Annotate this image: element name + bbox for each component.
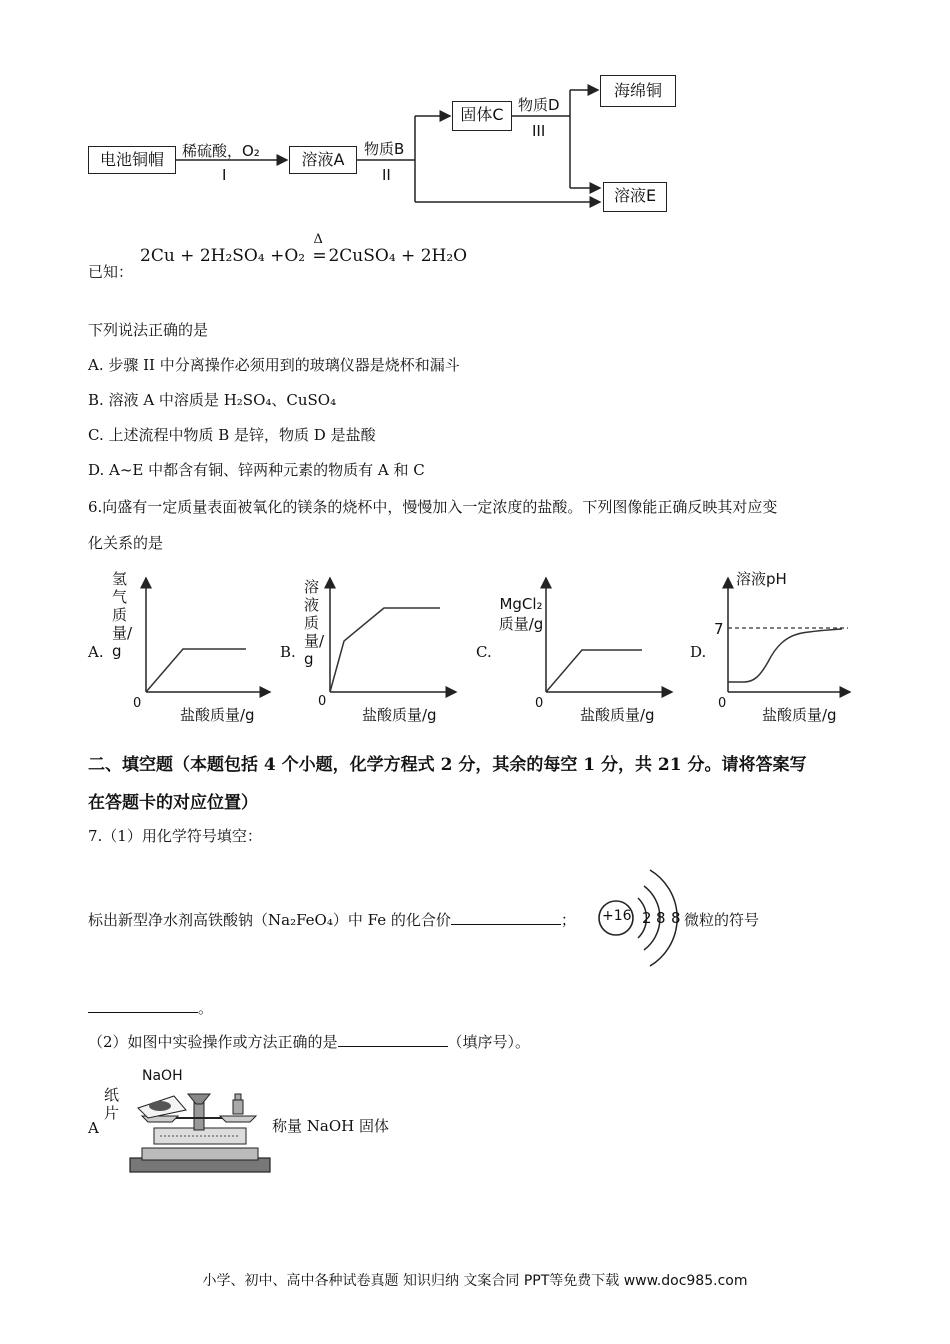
graph-b-xlabel: 盐酸质量/g (362, 706, 437, 724)
q7-line-b: 微粒的符号 (684, 911, 760, 929)
known-equation (140, 232, 468, 266)
step1-number: I (222, 166, 227, 184)
step3-number: III (532, 122, 546, 140)
graph-a-option: A. (88, 643, 104, 661)
answer-blank-1[interactable] (451, 910, 561, 925)
graph-b-origin: 0 (318, 694, 327, 709)
equation-lhs: 2Cu + 2H₂SO₄ +O₂ (140, 246, 311, 266)
shell-2-electrons: 8 (656, 909, 666, 927)
q7-part1-heading: 7.（1）用化学符号填空： (88, 827, 262, 845)
graph-d-xlabel: 盐酸质量/g (762, 706, 837, 724)
q6-stem-line1: 6.向盛有一定质量表面被氧化的镁条的烧杯中，慢慢加入一定浓度的盐酸。下列图像能正确反映其对应变 (88, 498, 778, 516)
q5-stem: 下列说法正确的是 (88, 321, 209, 339)
step2-number: II (382, 166, 391, 184)
graph-c-option: C. (476, 643, 492, 661)
section2-heading-line2: 在答题卡的对应位置） (88, 793, 258, 813)
q7-blank-2-line: 。 (88, 998, 213, 1018)
equation-condition: Δ = (312, 232, 327, 266)
q5-option-a: A. 步骤 II 中分离操作必须用到的玻璃仪器是烧杯和漏斗 (88, 356, 460, 374)
graph-d-ylabel: 溶液pH (736, 570, 787, 588)
answer-blank-2[interactable] (88, 998, 198, 1013)
graph-a-origin: 0 (133, 696, 142, 711)
graph-d-origin: 0 (718, 696, 727, 711)
step2-reagent: 物质B (364, 140, 405, 158)
sponge-copper-box: 海绵铜 (600, 75, 676, 107)
answer-blank-3[interactable] (338, 1032, 448, 1047)
graph-c-plot (530, 570, 680, 710)
graph-a-ylabel: 氢气质量/g (112, 570, 133, 660)
q7-line-a: 标出新型净水剂高铁酸钠（Na₂FeO₄）中 Fe 的化合价 ； (88, 911, 576, 929)
graph-a-plot (130, 570, 280, 710)
balance-illustration (124, 1080, 274, 1180)
solution-a-box: 溶液A (289, 146, 357, 174)
graph-d-plot (714, 570, 864, 710)
graph-d-option: D. (690, 643, 707, 661)
naoh-label: NaOH (142, 1068, 183, 1084)
graph-b-ylabel: 溶液质量/g (304, 578, 325, 668)
step1-reagent: 稀硫酸，O₂ (182, 142, 260, 160)
q5-option-d: D. A~E 中都含有铜、锌两种元素的物质有 A 和 C (88, 461, 425, 479)
graph-b-option: B. (280, 643, 296, 661)
battery-cap-box: 电池铜帽 (88, 146, 176, 174)
graph-b-plot (316, 570, 466, 710)
q7-part2: （2）如图中实验操作或方法正确的是 （填序号）。 (88, 1033, 531, 1051)
solid-c-box: 固体C (452, 101, 512, 131)
graph-c-ylabel: MgCl₂质量/g (498, 595, 544, 633)
graph-c-xlabel: 盐酸质量/g (580, 706, 655, 724)
item-a-label: A (88, 1119, 99, 1137)
paper-label: 纸片 (104, 1086, 120, 1122)
q5-option-c: C. 上述流程中物质 B 是锌，物质 D 是盐酸 (88, 426, 376, 444)
footer-text: 小学、初中、高中各种试卷真题 知识归纳 文案合同 PPT等免费下载 www.doc985.com (202, 1273, 748, 1289)
nucleus-charge: +16 (602, 908, 632, 924)
q5-option-b: B. 溶液 A 中溶质是 H₂SO₄、CuSO₄ (88, 391, 337, 409)
graph-d-tick-7: 7 (714, 620, 724, 638)
shell-1-electrons: 2 (642, 909, 652, 927)
item-a-text: 称量 NaOH 固体 (272, 1117, 389, 1135)
graph-a-xlabel: 盐酸质量/g (180, 706, 255, 724)
equation-rhs: 2CuSO₄ + 2H₂O (328, 246, 468, 266)
shell-3-electrons: 8 (671, 909, 681, 927)
known-label: 已知： (88, 263, 134, 281)
step3-reagent: 物质D (518, 96, 560, 114)
solution-e-box: 溶液E (603, 182, 667, 212)
section2-heading-line1: 二、填空题（本题包括 4 个小题，化学方程式 2 分，其余的每空 1 分，共 21 分。请将答案写 (88, 755, 807, 775)
q6-stem-line2: 化关系的是 (88, 534, 164, 552)
graph-c-origin: 0 (535, 696, 544, 711)
